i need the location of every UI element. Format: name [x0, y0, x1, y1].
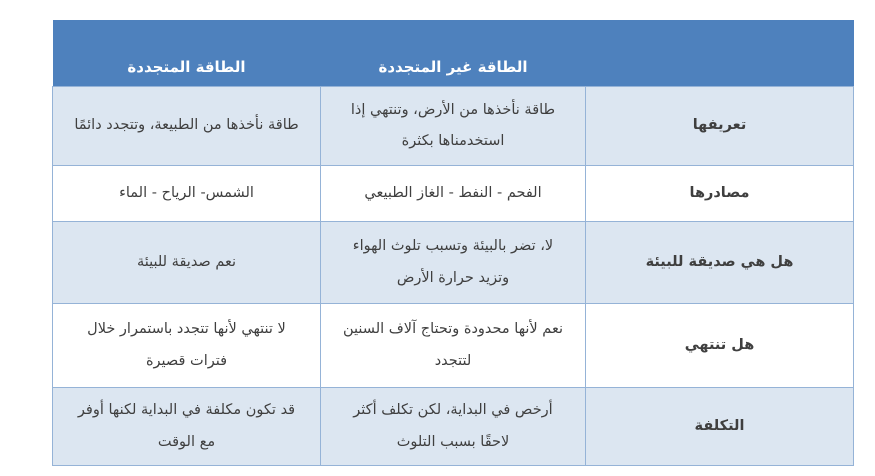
row-label-cell: تعريفها — [586, 87, 854, 166]
renewable-cell: طاقة نأخذها من الطبيعة، وتتجدد دائمًا — [53, 87, 321, 166]
row-label-cell: مصادرها — [586, 166, 854, 222]
row-label-cell: هل تنتهي — [586, 304, 854, 388]
table-row-runs-out — [53, 304, 854, 388]
table-row-sources — [53, 166, 854, 222]
nonrenewable-cell: طاقة نأخذها من الأرض، وتنتهي إذا استخدمناها بكثرة — [321, 87, 586, 166]
header-nonrenewable: الطاقة غير المتجددة — [321, 20, 586, 87]
row-label-cell: التكلفة — [586, 388, 854, 466]
renewable-cell: نعم صديقة للبيئة — [53, 222, 321, 304]
energy-comparison-table — [52, 20, 854, 466]
table-row-eco-friendly — [53, 222, 854, 304]
renewable-cell: قد تكون مكلفة في البداية لكنها أوفر مع الوقت — [53, 388, 321, 466]
nonrenewable-cell: لا، تضر بالبيئة وتسبب تلوث الهواء وتزيد حرارة الأرض — [321, 222, 586, 304]
header-empty-cell — [586, 20, 854, 87]
renewable-cell: لا تنتهي لأنها تتجدد باستمرار خلال فترات قصيرة — [53, 304, 321, 388]
nonrenewable-cell: الفحم - النفط - الغاز الطبيعي — [321, 166, 586, 222]
table-header-row — [53, 20, 854, 87]
renewable-cell: الشمس- الرياح - الماء — [53, 166, 321, 222]
table-row-definition — [53, 87, 854, 166]
row-label-cell: هل هي صديقة للبيئة — [586, 222, 854, 304]
header-renewable: الطاقة المتجددة — [53, 20, 321, 87]
nonrenewable-cell: نعم لأنها محدودة وتحتاج آلاف السنين لتتجدد — [321, 304, 586, 388]
nonrenewable-cell: أرخص في البداية، لكن تكلف أكثر لاحقًا بسبب التلوث — [321, 388, 586, 466]
table-row-cost — [53, 388, 854, 466]
